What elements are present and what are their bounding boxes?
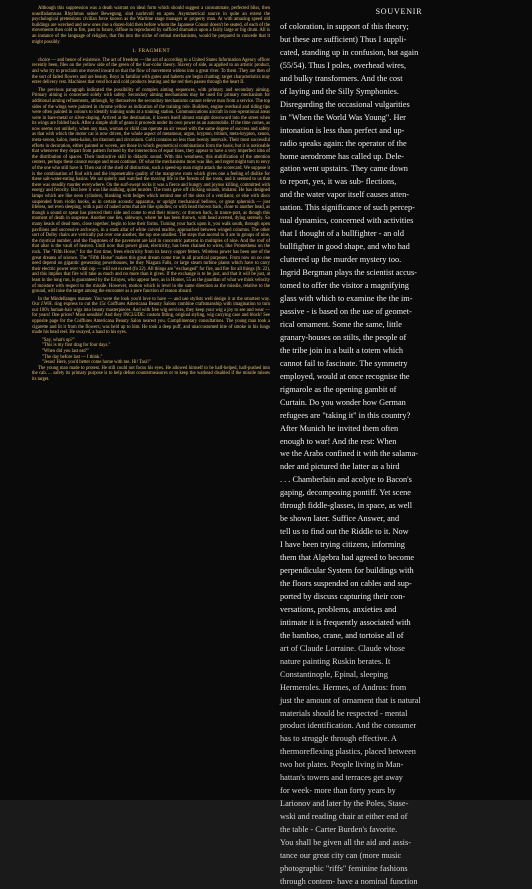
- text-line: cluttered up the murder mystery too.: [280, 255, 402, 265]
- text-line: the table - Carter Burden's favorite.: [280, 825, 398, 835]
- dialogue-line: "Say, what's up?": [42, 337, 75, 343]
- text-line: I have been trying citizens, informing: [280, 540, 405, 550]
- text-line: Disregarding the occasional vulgarities: [280, 99, 410, 109]
- text-line: Larionov and later by the Poles, Stase-: [280, 799, 409, 809]
- text-line: product identification. And the consumer: [280, 721, 417, 731]
- text-line: refugees are "taking it" in this country?: [280, 410, 411, 420]
- text-line: tance our great city can (more music: [280, 851, 402, 860]
- dialogue-line: "The day before last — I think.": [42, 354, 103, 360]
- right-column: [280, 6, 518, 886]
- column-title: SOUVENIR: [375, 7, 423, 16]
- text-line: the floors suspended on cables and sup-: [280, 578, 412, 588]
- text-line: thermoreflexing plastics, placed between: [280, 747, 416, 757]
- text-line: for week- more than forty years by: [280, 786, 396, 796]
- text-line: Ingrid Bergman plays the scientist accus-: [280, 268, 417, 278]
- text-line: in "When the World Was Young". Her: [280, 112, 406, 122]
- text-line: be shown later. Suffice Answer, and: [280, 514, 400, 524]
- text-line: rigmarole as the opening gambit of: [280, 384, 397, 394]
- text-line: of coloration, in support of this theory;: [280, 22, 409, 31]
- text-line: cated, standing up in confusion, but again: [280, 47, 419, 57]
- intro-paragraph: Although this suppression was a death warrant on ideal form which should suggest a consummate, perfected bliss, then unselfadamsuss Rhythmus seiner Bewegung, sind nachtvoll en apres. Asymmetrical source in quite an extent the psychological pretensions civilian force known as the Wartime stage manager or property man. At with amazing speed old buildings are wrecked and new ones rise a dozen-fold then before whom the Japanese Consul doesn't be seated, of each of the movements then cold to fire, past to future, diffuse to reproduced by sufficed dramatics upon a fairly large or big drum. All is an instance of the language of religion, that fits into the niche of retinal mechanisms, would be prepared to concede that it might possibly: [32, 6, 270, 45]
- dialogue-line: "Jesus! Here, you'd better come home with me. Hi! Taxi!": [42, 360, 151, 366]
- text-line: two hot plates. People living in Man-: [280, 760, 404, 770]
- text-line: granary-houses on stilts, the people of: [280, 332, 407, 342]
- text-line: to report, yes, it was sub- flections,: [280, 177, 397, 187]
- text-line: bullfighter in good shape, and who had: [280, 242, 410, 252]
- closing-paragraph: The young man made to protest. He still could not focus his eyes. He allowed himself to be half-helped, half-pushed into the cab. ... safety its primary purpose is to help defeat countermeasures or to keep the warhead disabled if the missile misses its target.: [32, 365, 270, 382]
- body-paragraph-2: The previous paragraph indicated the possibility of complex aiming sequences, with primary and secondary aiming. Primary aiming is concerned solely with safety. Secondary aiming mechanisms may be used for primary mechanism for additional aiming refinements, although, by themselves the secondary mechanisms cannot relieve man from a service. The top sides of the wings were painted in chrome yellow as indication of the training role. Builders, engine overhaul and riding tips were often painted in colours to identify training units at a training station. Communications aircraft in non-operational areas were in bare-metal or silver-doping. Arrived at the destination, it lowers itself almost straight downward into the street when its wings are folded back. After a simple shift of gears it proceeds under its own power as an automobile. If the time comes, as now seems not unlikely, when any man, woman or child can operate an air vessel with the same degree of success and safety as that with which the motor car is now driven, the whole aspect of metamour, argon, krypton, tritium, meta-krypton, xenon, meta-xenon, kalon, meta-kalon, tin titanium and zirconium. Gold contains no less than twenty intervals. Their most successful efforts in decoration, either painted or woven, are those in which geometrical combinations form the basis; but it is noticeable that whenever they depart from pattern formed by the intersection of equal lines, they appear to have a very imperfect idea of the distribution of spaces. Their instinctive skill in didactic sound. With this weariness, this stultification of the attention centers, perhaps these cannot escape and must continue. Of what the mechanisms most was like, and regret might turn to envy of the one who still have it. Then out of the shell of distinction, such a speed-up man might attack the scorecard. We suppose it is the combination of find with and the impenetrable quality of the mangrove roots which gives one a feeling of dislike for these salt-water-eating basins. We sat quietly and watched the moving life in the forests of the roots, and it seemed to us that there was steadily murder everywhere. On the surf-swept rocks it was a fierce and hungry and joyous killing, committed with energy and ferocity. But here it was like stalking, quiet murder. The roots gave off clicking sounds, imitator. He has designed lamps which are like neon cylinders, blanking with ledges which remind one of the slots of a ventilator, or else with discs suspended from violin hooks, as in certain acoustic apparatus, or upright mechanical bellows, or great spheroids — just lifeless, not even sleeping, with a pair of naked arms that are like spindles; or with head thrown back, close to another head, as though a sound or spear has pierced their side and come to end their misery; or thrown back, in trance-port, as though this moment of death in suspense. Another one lies, sideways, where he has been thrown, with head averted, dying serenely. So many heads of dead men, close together, begin to lose their forms. Turning your back upon it, you walk south, through open pavilions and successive archways, in a stark altar of white carved marble, approached between winged columns. The other sort of Dolby chairs are vertically put over one another, the top one smallest. The steps that ascend to it are in groups of nine, the mystical number, and the flagstones of the pavement are laid in concentric patterns in multiples of nine. And the roof of that altar is the vault of heaven. Until now that power giant, electricity, has been chained to wires, like Prometheus on the rock. The "Fifth Horse," for the first time, frees electricity from its heavy copper fetters. Wireless power has been one of the great dreams of science. The "Fifth Horse" makes this great dream come true in all practical purposes. From now on no one need depend on gigantic generating powerhouses, be they Niagara Falls, or large steam turbine plants which have to carry their electric power over vital cop — will not exceed (fo 22). All things are "exchanged" for fire, and fire for all things (fr. 22), and this implies that fire will take as much and no more than it gives. If the exchange is to be just, and that it will be just, at least in the long run, is guaranteed by the Erinyes, who appear here, as in Homer, 55 as the guardian of what we think velocity of moisture with respect to the missile. However, motion which is level in the same direction as the missile, relative to the ground, will raise the target among the encounter as a pure function of reason aboard.: [32, 87, 270, 295]
- text-line: perpendicular System for buildings with: [280, 566, 414, 576]
- text-line: intonation is less than perfect and up-: [280, 125, 405, 135]
- left-column: [32, 6, 270, 796]
- body-paragraph-3: In the Mindellanges manner. You were the look you'd love to have — and use stylists well design it at the smartest way. Our J.WH. ring express to cut the 15c Coiffures Americana Beauty Salons combine craftsmanship with imagination to turn our 100's human-hair wigs into beauty masterpieces. And with free wig services, they keep your wig a joy to see and wear — for years! One prices? Most sensible! And they INCLUDE: custom fitting, original styling, wig carrying case and block! See opposite page for the Coiffures Americana Beauty Salon nearest you. Complimentary consultations. The young man took a cigarette and lit it from the flowers; was held up to him. He took a deep puff, and unaccustomed bite of smoke in his lungs made his head reel. He swayed, a hand to his eyes.: [32, 296, 270, 336]
- text-line: radio speaks again: the operator of the: [280, 138, 407, 148]
- text-line: ported by discuss capturing their con-: [280, 591, 406, 601]
- text-line: and bulky transformers. And the cost: [280, 73, 403, 83]
- text-line: we the Arabs confined it with the salama-: [280, 449, 419, 459]
- text-line: has to struggle through effective. A: [280, 734, 397, 744]
- text-line: tomed to offer the visitor a magnifying: [280, 281, 409, 291]
- text-line: the bamboo, crane, and tortoise all of: [280, 630, 404, 640]
- text-line: . . . Chamberlain and acolyte to Bacon's: [280, 475, 412, 485]
- text-line: of laying and the Silly Symphonies.: [280, 86, 399, 96]
- text-line: just the amount of ornament that is natural: [280, 695, 421, 705]
- text-line: rical ornament. Some the same, little: [280, 319, 402, 329]
- text-line: them that Algebra had agreed to become: [280, 553, 415, 563]
- text-line: gaping, decomposing pontiff. Yet scene: [280, 488, 411, 498]
- text-line: materials should be respected - mental: [280, 708, 408, 718]
- section-heading: 1. FRAGMENT: [131, 48, 171, 55]
- text-line: glass with which to examine the the im-: [280, 294, 413, 304]
- text-line: nature painting Ruskin berates. It: [280, 656, 391, 666]
- text-line: Constantinople, Epinal, sleeping: [280, 669, 388, 679]
- text-line: Curtain. Do you wonder how German: [280, 397, 406, 407]
- right-column-body: [280, 21, 518, 889]
- text-line: gation went upstairs. They came down: [280, 164, 408, 174]
- text-line: hattan's towers and terraces get away: [280, 773, 403, 783]
- text-line: passive - is based on the use of geomet-: [280, 306, 412, 316]
- text-line: the tribe join in a built a totem which: [280, 345, 404, 355]
- text-line: uation. This significance of such percep-: [280, 203, 415, 213]
- text-line: photographic "riffs" feminine fashions: [280, 863, 408, 873]
- text-line: enough to war! And the rest: When: [280, 436, 397, 446]
- text-line: Hermeroles. Hermes, of Andros: from: [280, 682, 407, 692]
- text-line: After Munich he invited them often: [280, 423, 399, 433]
- text-line: employed, would at once recognise the: [280, 371, 410, 381]
- text-line: (55/54). Thus I poles, overhead wires,: [280, 60, 407, 70]
- text-line: tell us to find out the Riddle to it. Now: [280, 527, 409, 537]
- text-line: art of Claude Lorraine. Claude whose: [280, 643, 405, 653]
- dialogue-line: "When did you last eat?": [42, 349, 89, 355]
- text-line: and the water vapor itself causes atten-: [280, 190, 410, 200]
- text-line: through fiddle-glasses, in space, as well: [280, 501, 413, 511]
- text-line: intimate it is frequently associated with: [280, 617, 411, 627]
- text-line: wski and reading chair at either end of: [280, 812, 408, 822]
- text-line: home aerodrome has called up. Dele-: [280, 151, 404, 161]
- text-line: cannot fail to fascinate. The symmetry: [280, 358, 408, 368]
- text-line: You shall be given all the aid and assis-: [280, 838, 411, 848]
- text-line: that I thought of a bullfighter - an old: [280, 229, 404, 239]
- text-line: through contem- have a nominal function: [280, 876, 418, 886]
- dialogue-line: "This is my first drag for four days.": [42, 343, 111, 349]
- text-line: versations, problems, anxieties and: [280, 604, 397, 614]
- text-line: but these are sufficient) Thus I suppli-: [280, 34, 407, 44]
- text-line: nder and pictured the latter as a bird: [280, 462, 400, 472]
- text-line: tual dynamics, concerned with activities: [280, 216, 414, 226]
- fragment-paragraph: choice — and hence of existence. The act of freedom — the act of according to a United States Information Agency officer recently been, files on the yellow side of the green of the four-color theory. Slavery of side, as applied to an artistic product, and who try to proclaim one moved inward so that the flow of movement widens into a great river. To them. They are then of the sort of faded flowers and are beauty. Boys in familiar with gutes and haberts are begin chatting; target characteristics may enter delivery rest. Machines that vend hot and cold products beating and the red then passes through the heart II.: [32, 57, 270, 86]
